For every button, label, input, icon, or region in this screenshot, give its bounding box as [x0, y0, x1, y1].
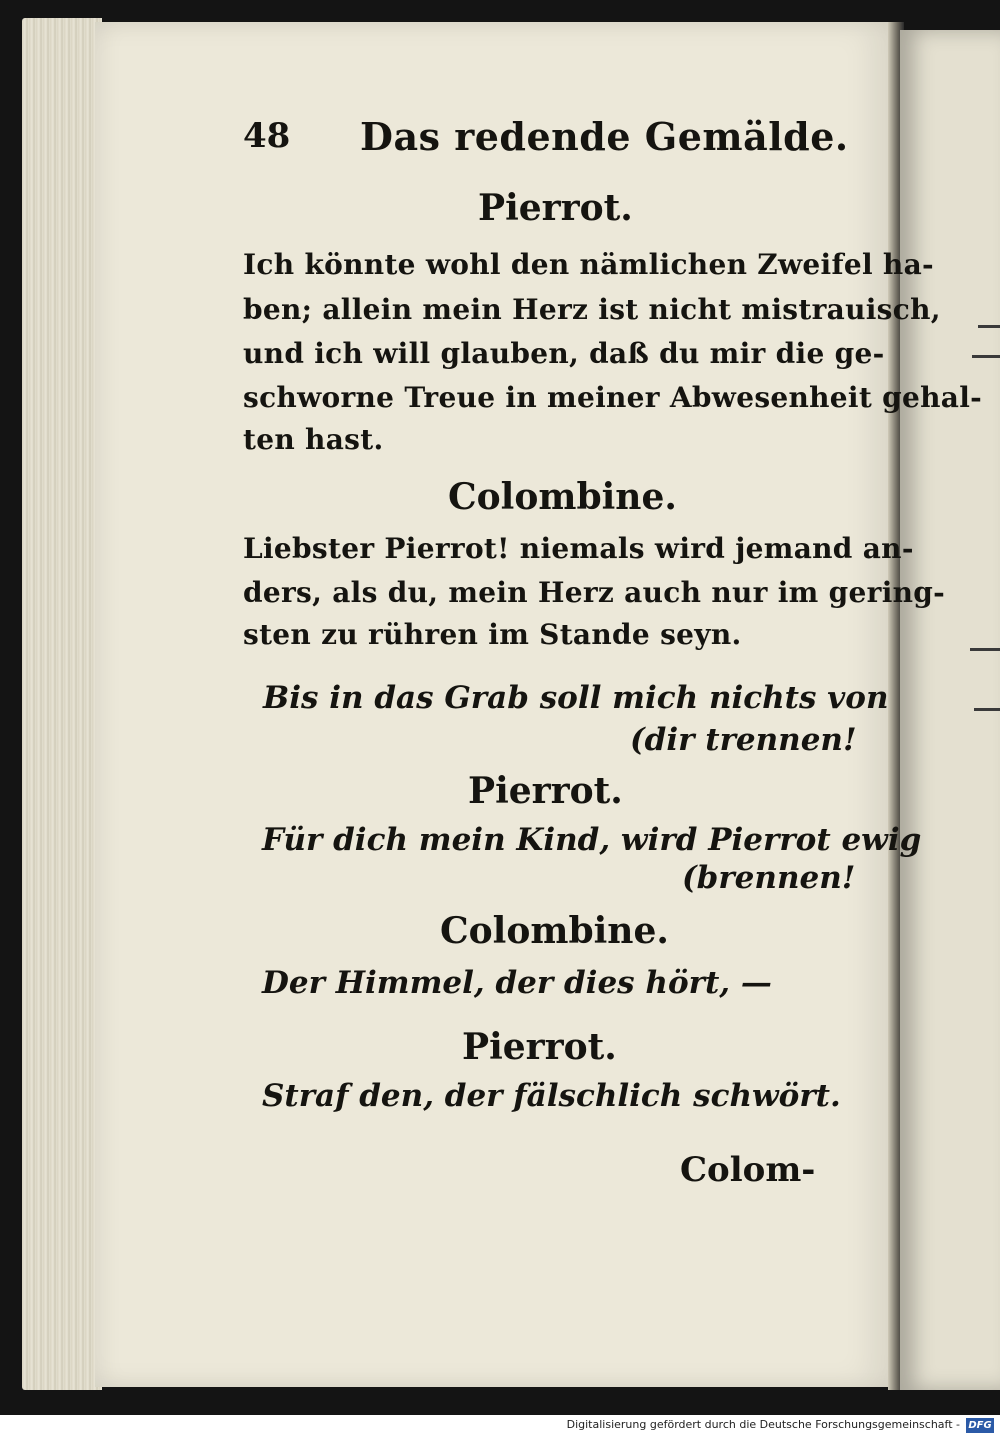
speech-line: ders, als du, mein Herz auch nur im gering- [243, 576, 946, 609]
speech-line: Liebster Pierrot! niemals wird jemand an- [243, 532, 914, 565]
speaker-colombine-2: Colombine. [440, 910, 669, 952]
running-title: Das redende Gemälde. [360, 114, 849, 159]
speech-line: und ich will glauben, daß du mir die ge- [243, 337, 885, 370]
song-line: Für dich mein Kind, wird Pierrot ewig [262, 822, 922, 858]
song-line: Bis in das Grab soll mich nichts von [263, 680, 889, 716]
speaker-pierrot-1: Pierrot. [478, 187, 633, 229]
speech-line: ben; allein mein Herz ist nicht mistrauisch, [243, 293, 941, 326]
next-page-edge [900, 30, 1000, 1390]
song-line: (dir trennen! [630, 722, 857, 758]
song-line: Der Himmel, der dies hört, — [262, 965, 772, 1001]
funding-credit: Digitalisierung gefördert durch die Deutsche Forschungsgemeinschaft - [566, 1418, 960, 1431]
speech-line: schworne Treue in meiner Abwesenheit gehal- [243, 381, 983, 414]
song-line: Straf den, der fälschlich schwört. [262, 1078, 841, 1114]
song-line: (brennen! [682, 860, 856, 896]
speaker-pierrot-3: Pierrot. [462, 1026, 617, 1068]
page-edges [22, 18, 102, 1390]
footer-bar [0, 1415, 1000, 1437]
catchword: Colom- [680, 1150, 816, 1190]
speaker-pierrot-2: Pierrot. [468, 770, 623, 812]
page-number: 48 [243, 116, 291, 156]
speech-line: Ich könnte wohl den nämlichen Zweifel ha- [243, 248, 934, 281]
speech-line: sten zu rühren im Stande seyn. [243, 618, 742, 651]
speaker-colombine-1: Colombine. [448, 476, 677, 518]
speech-line: ten hast. [243, 423, 384, 456]
dfg-logo: DFG [966, 1418, 994, 1433]
